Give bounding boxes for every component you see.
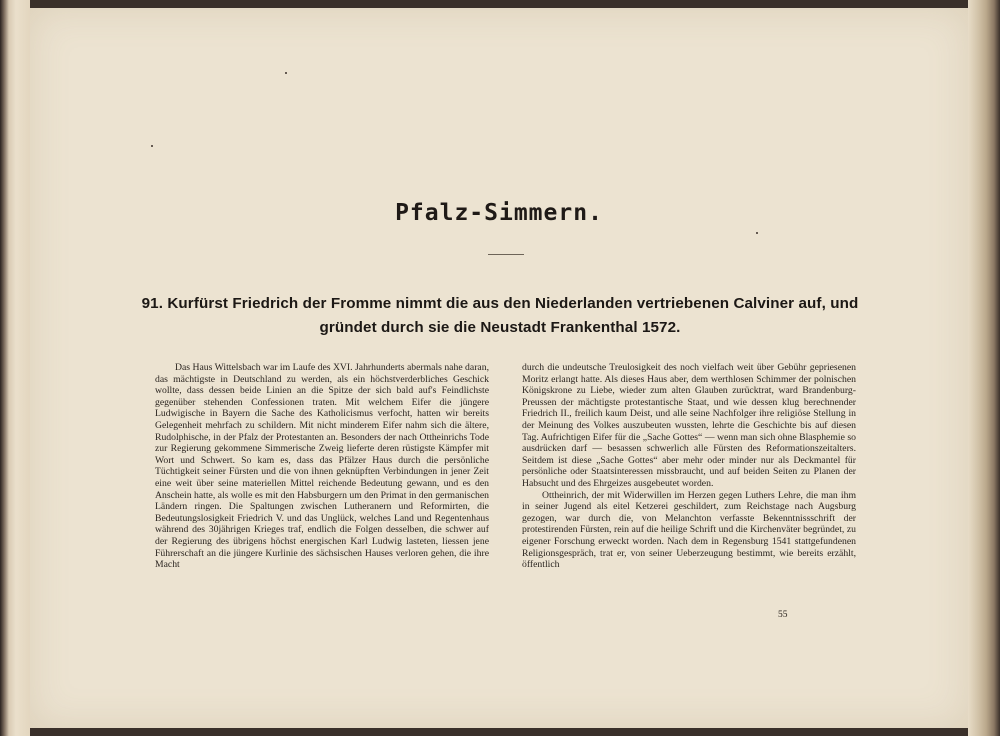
book-spine-edge xyxy=(0,0,30,736)
right-text-column xyxy=(522,362,856,571)
heading-divider xyxy=(488,254,524,255)
right-paragraph-2: Ottheinrich, der mit Widerwillen im Herzen gegen Luthers Lehre, die man ihm in seiner Jugend als eitel Ketzerei geschildert, zum Reichstage nach Augsburg gezogen, war durch die, von Melanchton verfasste Bekenntnissschrift der protestirenden Fürsten, rein auf die heilige Schrift und die Kirchenväter begründet, zu eigener Forschung erweckt worden. Nach dem in Regensburg 1541 stattgefundenen Religionsgespräch, trat er, von seiner Ueberzeugung bestimmt, wie bereits erzählt, öffentlich xyxy=(522,489,856,571)
section-title xyxy=(140,292,860,340)
section-title-line-2: gründet durch sie die Neustadt Frankenthal 1572. xyxy=(319,319,681,336)
left-text-column xyxy=(155,362,489,571)
paper-speck xyxy=(756,232,758,234)
left-paragraph: Das Haus Wittelsbach war im Laufe des XVI. Jahrhunderts abermals nahe daran, das mächtigste in Deutschland zu werden, als ein höchstverderbliches Geschick wollte, dass dessen beide Linien an die Spitze der sich bald auf's Feindlichste gegenüber stehenden Confessionen traten. Mit welchem Eifer die jüngere Ludwigische in Bayern die Sache des Katholicismus verfocht, hatten wir bereits Gelegenheit mehrfach zu schildern. Mit nicht minderem Eifer nahm sich die ältere, Rudolphische, in der Pfalz der Protestanten an. Besonders der nach Ottheinrichs Tode zur Regierung gekommene Simmerische Zweig lieferte deren rüstigste Kämpfer mit Wort und Schwert. So kam es, dass das Pfälzer Haus durch die persönliche Tüchtigkeit seiner Fürsten und die von ihnen geknüpften Verbindungen in jener Zeit eine weit über seine materiellen Mittel reichende Bedeutung gewann, und es den Anschein hatte, als wolle es mit den Habsburgern um den Primat in den germanischen Ländern ringen. Die Spaltungen zwischen Lutheranern und Reformirten, die Bedeutungslosigkeit Friedrich V. und das Unglück, welches Land und Regentenhaus während des 30jährigen Krieges traf, endlich die Folgen desselben, die schwer auf der Regierung des übrigens höchst energischen Karl Ludwig lasteten, liessen jene Führerschaft an die jüngere Kurlinie des sächsischen Hauses verloren gehen, die ihre Macht xyxy=(155,362,489,571)
paper-speck xyxy=(151,145,153,147)
page-heading: Pfalz-Simmern. xyxy=(395,200,603,226)
section-title-line-1: 91. Kurfürst Friedrich der Fromme nimmt die aus den Niederlanden vertriebenen Calviner auf, und xyxy=(141,295,859,312)
book-page xyxy=(30,8,968,728)
page-stack-edge xyxy=(968,0,1000,736)
right-paragraph-1: durch die undeutsche Treulosigkeit des noch vielfach weit über Gebühr gepriesenen Moritz erlangt hatte. Als dieses Haus aber, dem werthlosen Schimmer der polnischen Königskrone zu Liebe, wieder zum alten Glauben zurücktrat, ward Brandenburg-Preussen der mächtigste protestantische Staat, und wie dessen klug berechnender Friedrich II., freilich kaum Deist, und alle seine Nachfolger ihre religiöse Stellung in der Meinung des Volkes auszubeuten wussten, lehrte die Geschichte bis auf diesen Tag. Aufrichtigen Eifer für die „Sache Gottes“ — wenn man sich ohne Blasphemie so ausdrücken darf — besassen schwerlich alle Fürsten des Reformationszeitalters. Seitdem ist diese „Sache Gottes“ aber mehr oder minder nur als Deckmantel für persönliche oder Staatsinteressen missbraucht, und auf beiden Seiten zu Planen der Habsucht und des Ehrgeizes ausgebeutet worden. xyxy=(522,362,856,489)
page-number: 55 xyxy=(778,610,788,620)
paper-speck xyxy=(285,72,287,74)
